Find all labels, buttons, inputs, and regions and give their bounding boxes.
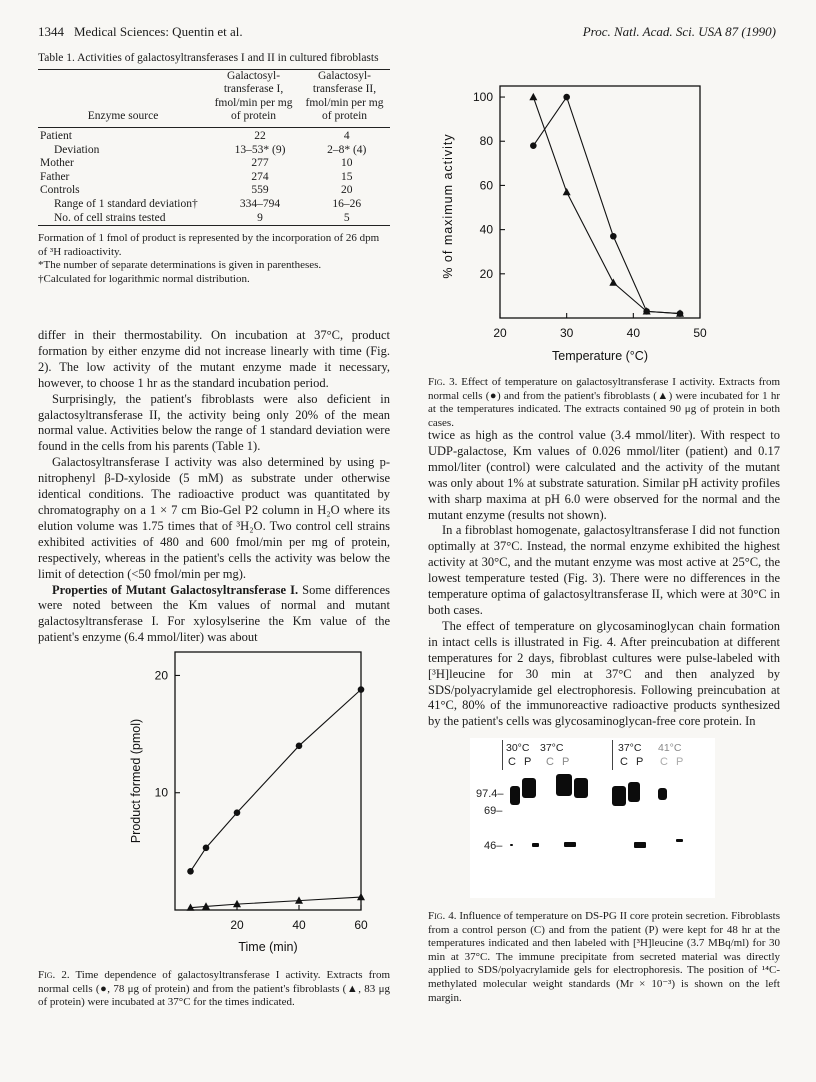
caption-text: Effect of temperature on galactosyltransferase I activity. Extracts from normal cells (●) and from the patient's fibroblasts (▲) were incubated for 1 hr at the temperatures indicated. The extracts contained 90 μg of protein in both cases. [428, 376, 780, 429]
table-row [38, 198, 390, 212]
lane-label: C [620, 756, 628, 768]
lane-label: C [508, 756, 516, 768]
lane-label: P [676, 756, 684, 768]
data-point-triangle [357, 893, 365, 900]
table-cell-source: No. of cell strains tested [54, 211, 166, 224]
paragraph-text: Some differences were noted between the Km values of normal and mutant galactosyltransferase I. For xylosylserine the Km value of the patient's enzyme (6.4 mmol/liter) was about [38, 582, 390, 645]
gel-band [556, 774, 572, 796]
data-point-triangle [609, 278, 617, 285]
table-cell-source: Deviation [54, 143, 100, 156]
paragraph: differ in their thermostability. On incubation at 37°C, product formation by either enzyme did not increase linearly with time (Fig. 2). The low activity of the mutant enzyme made it necessary, however, to choose 1 hr as the standard incubation period. [38, 328, 390, 390]
lane-group-label: 30°C [506, 742, 530, 754]
gel-band [628, 782, 640, 802]
section-authors: Medical Sciences: Quentin et al. [74, 24, 243, 39]
table-cell-gt2: 15 [340, 170, 353, 183]
table-cell-gt1: 22 [254, 129, 266, 142]
col-header-source: Enzyme source [87, 110, 159, 123]
table-cell-gt2: 2–8* (4) [327, 143, 367, 156]
table-row [38, 184, 390, 198]
paragraph: The effect of temperature on glycosaminoglycan chain formation in intact cells is illustrated in Fig. 4. After preincubation at different temperatures for 2 days, fibroblast cultures were pulse-labeled with [³H]leucine for 30 min at 37°C and then analyzed by SDS/polyacrylamide gel electrophoresis. Following preincubation at 41°C, 80% of the immunoreactive radioactive products synthesized by the patient's cells was glycosaminoglycan-free core protein. In [428, 618, 780, 729]
caption-label: Fig. 3. [428, 376, 458, 388]
y-tick-label: 10 [154, 785, 168, 800]
col-header-gt2: Galactosyl-transferase II, fmol/min per mg of protein [305, 69, 384, 123]
gel-band [574, 778, 588, 798]
table-cell-source: Mother [40, 157, 74, 170]
figure-3-caption [428, 376, 780, 430]
table-cell-gt2: 10 [340, 157, 353, 170]
y-tick-label: 40 [479, 222, 493, 237]
series-line [191, 690, 362, 872]
gel-band [658, 788, 667, 800]
mw-marker: 69– [484, 805, 503, 817]
gel-band [532, 843, 539, 847]
table-row [38, 144, 390, 158]
series-line [533, 97, 680, 314]
col-header-gt1: Galactosyl-transferase I, fmol/min per mg of protein [214, 69, 293, 123]
gel-band [564, 842, 576, 847]
data-point-circle [234, 809, 241, 816]
figure-2-caption [38, 969, 390, 1010]
figure-4-caption [428, 910, 780, 1005]
table-cell-gt1: 559 [251, 184, 269, 197]
table-notes [38, 232, 390, 286]
paragraph: Galactosyltransferase I activity was also determined by using p-nitrophenyl β-D-xyloside (5 mM) as substrate under otherwise identical conditions. The radioactive product was quantitated by chromatography on a 1 × 7 cm Bio-Gel P2 column in H₂O where its elution volume was 1.75 times that of ³H₂O. Two control cell strains exhibited activities of 480 and 600 fmol/min per mg of protein, respectively, whereas in the patient's cells the activity was below the limit of detection (<50 fmol/min per mg). [38, 455, 390, 581]
lane-label: C [546, 756, 554, 768]
paragraph [38, 583, 390, 647]
table-title: Table 1. Activities of galactosyltransferases I and II in cultured fibroblasts [38, 52, 379, 64]
table-note-1: Formation of 1 fmol of product is represented by the incorporation of 26 dpm of ³H radioactivity. [38, 232, 380, 258]
x-tick-label: 40 [626, 326, 641, 340]
gel-band [612, 786, 626, 806]
gel-band [510, 786, 520, 805]
running-header-left [38, 24, 243, 40]
gel-band [676, 839, 683, 842]
data-point-triangle [529, 93, 537, 100]
y-tick-label: 100 [472, 90, 493, 105]
series-line [533, 97, 680, 314]
table-cell-gt1: 13–53* (9) [234, 143, 286, 156]
table-cell-gt1: 334–794 [239, 197, 281, 210]
page-number: 1344 [38, 24, 64, 39]
table-cell-source: Controls [40, 184, 80, 197]
table-cell-source: Father [40, 170, 70, 183]
data-point-circle [203, 845, 210, 852]
mw-marker: 46– [484, 840, 503, 852]
x-axis-label: Temperature (°C) [552, 349, 648, 363]
lane-label: P [636, 756, 644, 768]
y-axis-label: % of maximum activity [441, 133, 455, 279]
table-cell-gt2: 4 [343, 129, 350, 142]
table-cell-gt2: 5 [343, 211, 350, 224]
data-point-triangle [563, 188, 571, 195]
y-tick-label: 20 [154, 668, 168, 683]
lane-group-label: 37°C [618, 742, 642, 754]
table-note-2: *The number of separate determinations is given in parentheses. [38, 259, 322, 272]
table-row [38, 130, 390, 144]
y-tick-label: 80 [479, 134, 493, 149]
plot-frame [175, 652, 361, 910]
table-row [38, 157, 390, 171]
y-tick-label: 20 [479, 266, 493, 281]
y-axis-label: Product formed (pmol) [129, 718, 143, 844]
right-column-text [428, 428, 780, 730]
plot-frame [500, 86, 700, 318]
left-column-text [38, 328, 390, 646]
caption-text: Time dependence of galactosyltransferase I activity. Extracts from normal cells (●, 78 μg of protein) and from the patient's fibroblasts (▲, 83 μg of protein) were incubated at 37°C for the times indicated. [38, 969, 391, 1009]
lane-group-label: 41°C [658, 742, 682, 754]
x-axis-label: Time (min) [238, 940, 298, 954]
table-row [38, 171, 390, 185]
table-cell-source: Patient [40, 129, 72, 142]
figure-3-chart [430, 78, 720, 368]
x-tick-label: 20 [493, 326, 507, 340]
lane-divider [502, 740, 503, 770]
journal-citation: Proc. Natl. Acad. Sci. USA 87 (1990) [582, 24, 776, 39]
lane-label: P [524, 756, 532, 768]
section-heading: Properties of Mutant Galactosyltransferase I. [52, 582, 299, 597]
table-cell-gt1: 9 [257, 211, 263, 224]
x-tick-label: 50 [693, 326, 707, 340]
series-line [191, 897, 362, 908]
table-cell-gt1: 274 [251, 170, 269, 183]
paragraph: Surprisingly, the patient's fibroblasts were also deficient in galactosyltransferase II, the activity being only 20% of the mean normal value. Activities below the range of 1 standard deviation were found in the cells from his parents (Table 1). [38, 391, 390, 454]
x-tick-label: 60 [354, 918, 368, 932]
paragraph: twice as high as the control value (3.4 mmol/liter). With respect to UDP-galactose, Km values of 0.026 mmol/liter (patient) and 0.17 mmol/liter (control) were calculated and the activity of the mutant was only about 1% at substrate saturation. Similar pH activity profiles with sharp maxima at pH 6.0 were observed for the normal and the mutant enzyme (results not shown). [428, 428, 780, 522]
gel-band [634, 842, 646, 848]
table-1 [38, 52, 390, 287]
gel-band [522, 778, 536, 798]
x-tick-label: 30 [559, 326, 574, 340]
data-point-circle [530, 142, 537, 149]
table-grid [38, 70, 390, 127]
lane-divider [612, 740, 613, 770]
data-point-circle [563, 94, 570, 101]
data-point-circle [187, 868, 194, 875]
caption-label: Fig. 4. [428, 910, 457, 922]
caption-text: Influence of temperature on DS-PG II core protein secretion. Fibroblasts from a control person (C) and from the patient (P) were kept for 48 hr at the temperatures indicated and then labeled with [³H]leucine (3.7 MBq/ml) for 30 min at 37°C. The immune precipitate from secreted material was directly applied to SDS/polyacrylamide gels for electrophoresis. The position of ¹⁴C-methylated molecular weight standards (Mr × 10⁻³) is shown on the left margin. [428, 910, 781, 1004]
table-note-3: †Calculated for logarithmic normal distribution. [38, 272, 250, 285]
table-body [38, 130, 390, 226]
table-cell-gt1: 277 [251, 157, 269, 170]
data-point-circle [610, 233, 617, 240]
x-tick-label: 40 [292, 918, 306, 932]
table-cell-gt2: 16–26 [332, 197, 362, 210]
lane-label: P [562, 756, 570, 768]
lane-group-label: 37°C [540, 742, 564, 754]
y-tick-label: 60 [479, 178, 493, 193]
figure-4-gel-image [470, 738, 715, 898]
figure-2-chart [100, 646, 370, 966]
table-cell-gt2: 20 [340, 184, 353, 197]
table-cell-source: Range of 1 standard deviation† [54, 197, 198, 210]
caption-label: Fig. 2. [38, 969, 70, 981]
gel-band [510, 844, 513, 846]
table-row [38, 212, 390, 226]
data-point-circle [296, 743, 303, 750]
x-tick-label: 20 [230, 918, 244, 932]
paragraph: In a fibroblast homogenate, galactosyltransferase I did not function optimally at 37°C. Instead, the normal enzyme exhibited the highest activity at 30°C, and the mutant enzyme was most active at 25°C, the lowest temperature tested (Fig. 3). There were no differences in the temperature optima of galactosyltransferase II, which were at 30°C in both cases. [428, 523, 780, 617]
data-point-circle [358, 686, 365, 693]
lane-label: C [660, 756, 668, 768]
mw-marker: 97.4– [476, 788, 504, 800]
